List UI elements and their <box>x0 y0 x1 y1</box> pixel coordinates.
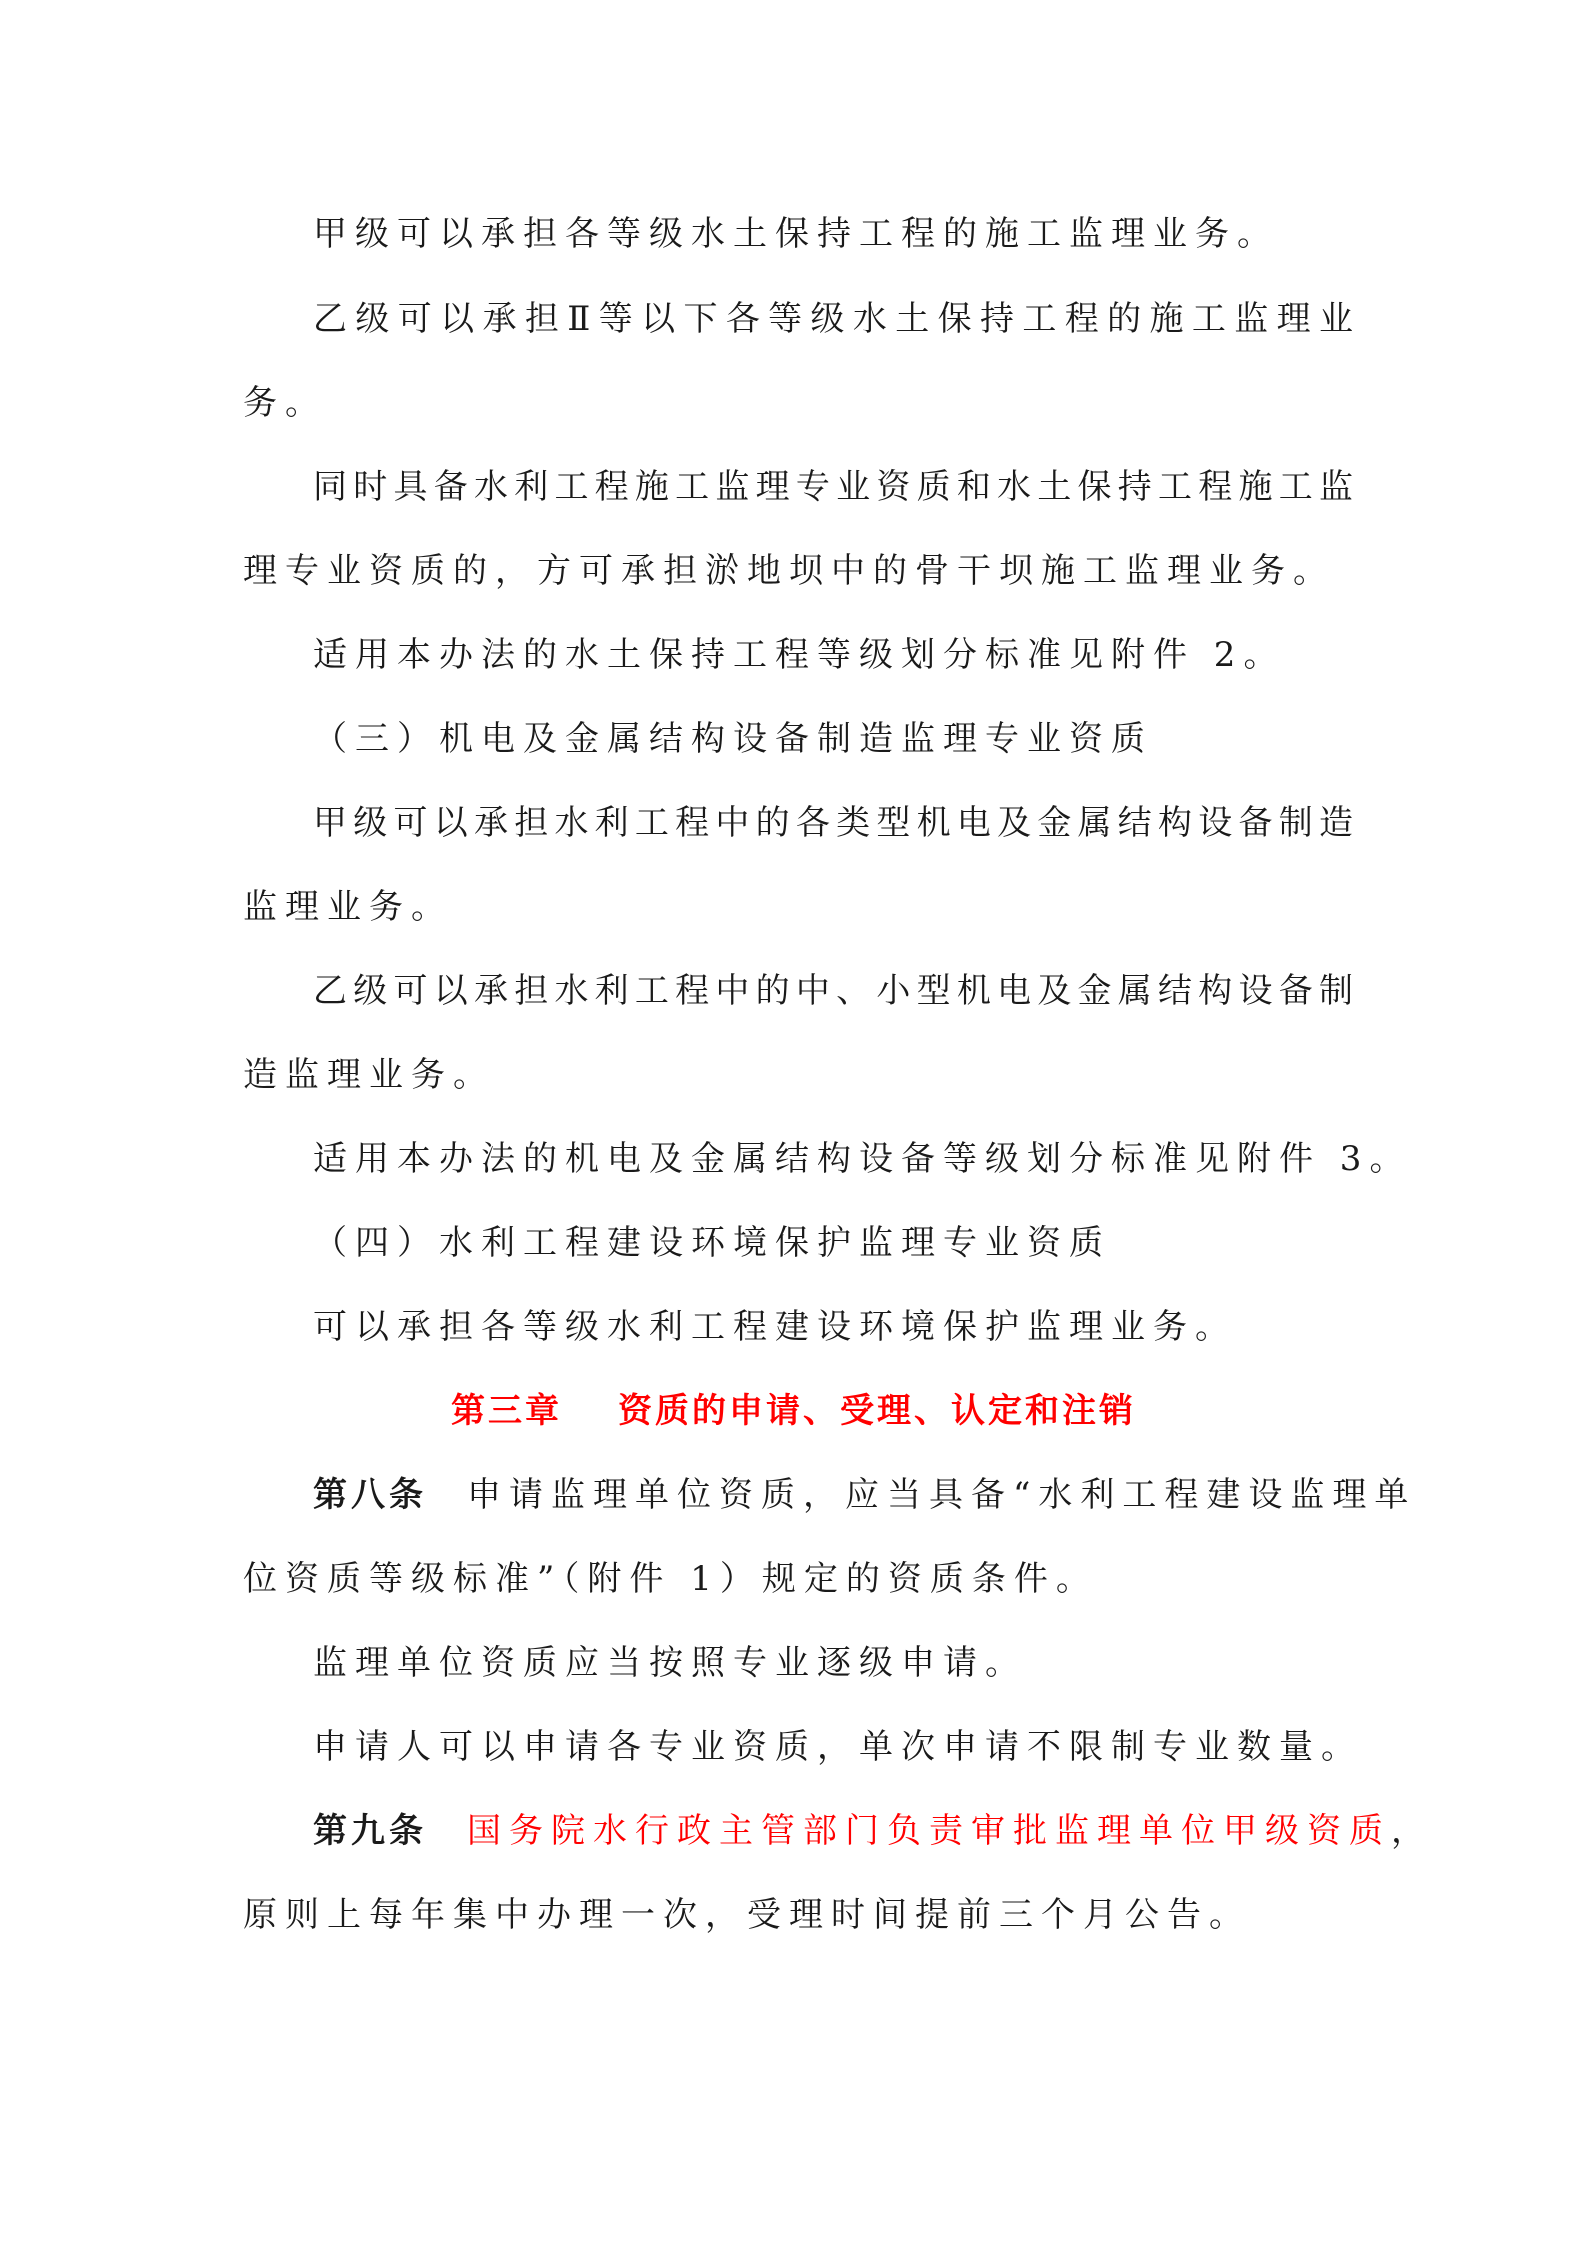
chapter-number: 第三章 <box>451 1391 562 1431</box>
article-eight-text: 申请监理单位资质，应当具备“水利工程建设监理单 <box>467 1475 1417 1515</box>
article-nine-highlight: 国务院水行政主管部门负责审批监理单位甲级资质 <box>467 1811 1391 1851</box>
paragraph-yi-equipment-line2: 造监理业务。 <box>243 1055 495 1095</box>
paragraph-dual-qualification-line2: 理专业资质的，方可承担淤地坝中的骨干坝施工监理业务。 <box>243 551 1335 591</box>
paragraph-jia-soil: 甲级可以承担各等级水土保持工程的施工监理业务。 <box>313 214 1279 254</box>
chapter-heading <box>0 1389 1587 1433</box>
paragraph-soil-grade-standard: 适用本办法的水土保持工程等级划分标准见附件 2。 <box>313 635 1286 675</box>
paragraph-environment-protection: 可以承担各等级水利工程建设环境保护监理业务。 <box>313 1307 1237 1347</box>
paragraph-yi-soil-line1: 乙级可以承担Ⅱ等以下各等级水土保持工程的施工监理业 <box>313 299 1353 339</box>
article-nine-comma: ， <box>1391 1811 1433 1851</box>
article-nine-label: 第九条 <box>313 1811 427 1851</box>
subsection-four-heading: （四）水利工程建设环境保护监理专业资质 <box>313 1223 1111 1263</box>
paragraph-jia-equipment-line2: 监理业务。 <box>243 887 453 927</box>
paragraph-equipment-grade-standard: 适用本办法的机电及金属结构设备等级划分标准见附件 3。 <box>313 1139 1412 1179</box>
article-eight-label: 第八条 <box>313 1475 427 1515</box>
article-eight-line1 <box>313 1473 1416 1517</box>
chapter-title: 资质的申请、受理、认定和注销 <box>618 1391 1136 1431</box>
article-nine-line1 <box>313 1809 1433 1853</box>
article-eight-paragraph2: 监理单位资质应当按照专业逐级申请。 <box>313 1643 1027 1683</box>
paragraph-jia-equipment-line1: 甲级可以承担水利工程中的各类型机电及金属结构设备制造 <box>313 803 1353 843</box>
paragraph-dual-qualification-line1: 同时具备水利工程施工监理专业资质和水土保持工程施工监 <box>313 467 1353 507</box>
paragraph-yi-equipment-line1: 乙级可以承担水利工程中的中、小型机电及金属结构设备制 <box>313 971 1353 1011</box>
article-eight-paragraph3: 申请人可以申请各专业资质，单次申请不限制专业数量。 <box>313 1727 1363 1767</box>
subsection-three-heading: （三）机电及金属结构设备制造监理专业资质 <box>313 719 1153 759</box>
article-eight-line2: 位资质等级标准”（附件 1）规定的资质条件。 <box>243 1559 1098 1599</box>
paragraph-yi-soil-line2: 务。 <box>243 383 327 423</box>
article-nine-line2: 原则上每年集中办理一次，受理时间提前三个月公告。 <box>243 1895 1251 1935</box>
